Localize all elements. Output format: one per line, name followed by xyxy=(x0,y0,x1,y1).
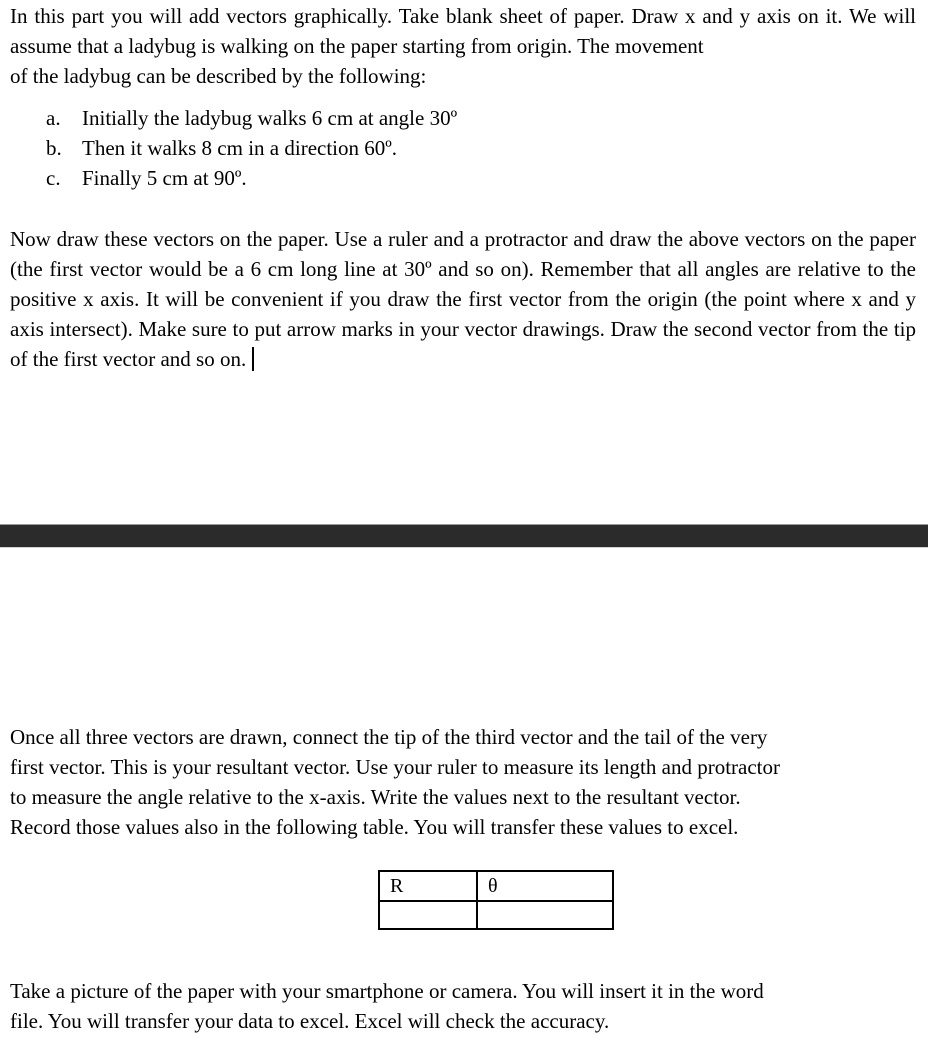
resultant-line: to measure the angle relative to the x-axis. Write the values next to the resultant vector. xyxy=(10,785,741,809)
instructions-text: Now draw these vectors on the paper. Use a ruler and a protractor and draw the above vectors on the paper (the first vector would be a 6 cm long line at 30º and so on). Remember that all angles are relative to the positive x axis. It will be convenient if you draw the first vector from the origin (the point where x and y axis intersect). Make sure to put arrow marks in your vector drawings. Draw the second vector from the tip of the first vector and so on. xyxy=(10,227,916,371)
intro-paragraph xyxy=(10,1,916,91)
list-item xyxy=(46,163,457,193)
resultant-line: Once all three vectors are drawn, connect the tip of the third vector and the tail of the very xyxy=(10,725,768,749)
list-marker: c. xyxy=(46,166,61,190)
movement-list xyxy=(46,103,457,193)
list-item-text: Initially the ladybug walks 6 cm at angle 30º xyxy=(82,106,458,130)
list-item-text: Then it walks 8 cm in a direction 60º. xyxy=(82,136,398,160)
header-theta: θ xyxy=(477,871,613,901)
table-header-row xyxy=(379,871,613,901)
resultant-line: first vector. This is your resultant vector. Use your ruler to measure its length and protractor xyxy=(10,755,780,779)
final-line: file. You will transfer your data to excel. Excel will check the accuracy. xyxy=(10,1009,610,1033)
header-r: R xyxy=(379,871,477,901)
intro-text: In this part you will add vectors graphically. Take blank sheet of paper. Draw x and y axis on it. We will assume that a ladybug is walking on the paper starting from origin. The movement xyxy=(10,4,916,58)
final-paragraph xyxy=(10,976,910,1036)
resultant-paragraph xyxy=(10,722,910,842)
resultant-line: Record those values also in the following table. You will transfer these values to excel. xyxy=(10,815,739,839)
final-line: Take a picture of the paper with your smartphone or camera. You will insert it in the word xyxy=(10,979,764,1003)
intro-last-line: of the ladybug can be described by the following: xyxy=(10,64,427,88)
list-item-text: Finally 5 cm at 90º. xyxy=(82,166,247,190)
text-cursor xyxy=(252,347,254,371)
page-break-bar xyxy=(0,524,928,548)
list-item xyxy=(46,103,457,133)
list-marker: b. xyxy=(46,136,62,160)
results-table xyxy=(378,870,614,930)
list-marker: a. xyxy=(46,106,61,130)
cell-theta-value[interactable] xyxy=(477,901,613,929)
list-item xyxy=(46,133,457,163)
instructions-paragraph[interactable] xyxy=(10,224,916,374)
cell-r-value[interactable] xyxy=(379,901,477,929)
table-row[interactable] xyxy=(379,901,613,929)
